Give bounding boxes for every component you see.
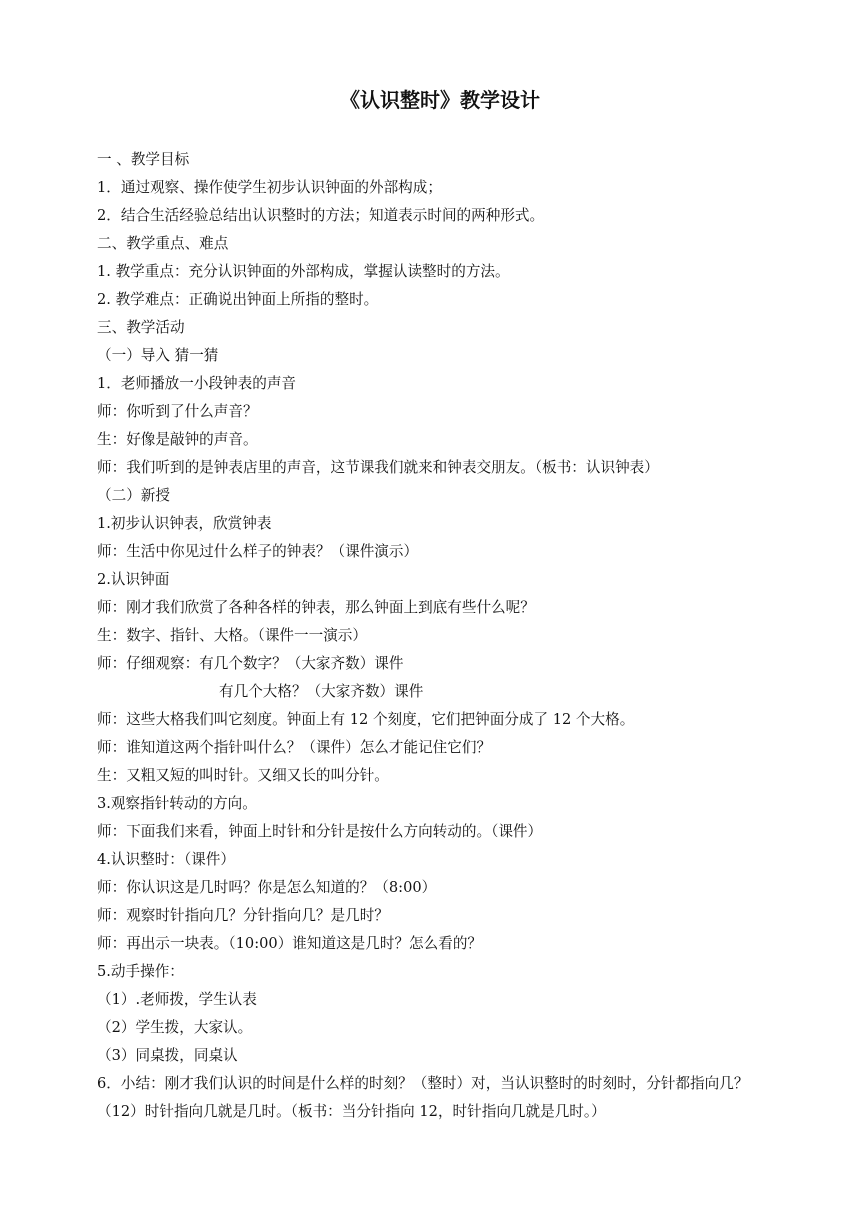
document-title: 《认识整时》教学设计 bbox=[340, 88, 540, 112]
paragraph: 2．结合生活经验总结出认识整时的方法；知道表示时间的两种形式。 bbox=[97, 207, 545, 224]
subsection-heading: （一）导入 猜一猜 bbox=[97, 347, 219, 364]
dialogue-line: 生：又粗又短的叫时针。又细又长的叫分针。 bbox=[97, 767, 389, 784]
paragraph: 4.认识整时：（课件） bbox=[97, 851, 235, 868]
section-heading-activities: 三、教学活动 bbox=[97, 319, 185, 336]
dialogue-line: 师：再出示一块表。（10:00）谁知道这是几时？怎么看的？ bbox=[97, 935, 483, 952]
paragraph: 2. 教学难点：正确说出钟面上所指的整时。 bbox=[97, 291, 379, 308]
paragraph: 2.认识钟面 bbox=[97, 571, 170, 588]
dialogue-line: 有几个大格？（大家齐数）课件 bbox=[219, 683, 424, 700]
subsection-heading: （二）新授 bbox=[97, 487, 170, 504]
dialogue-line: 师：这些大格我们叫它刻度。钟面上有 12 个刻度，它们把钟面分成了 12 个大格。 bbox=[97, 711, 635, 728]
dialogue-line: 生：数字、指针、大格。（课件一一演示） bbox=[97, 627, 367, 644]
paragraph: 1.初步认识钟表，欣赏钟表 bbox=[97, 515, 272, 532]
paragraph: 3.观察指针转动的方向。 bbox=[97, 795, 257, 812]
dialogue-line: 师：下面我们来看，钟面上时针和分针是按什么方向转动的。（课件） bbox=[97, 823, 543, 840]
paragraph: 1. 教学重点：充分认识钟面的外部构成，掌握认读整时的方法。 bbox=[97, 263, 510, 280]
document-body bbox=[97, 146, 781, 1126]
list-item: （3）同桌拨，同桌认 bbox=[97, 1047, 238, 1064]
section-heading-key-points: 二、教学重点、难点 bbox=[97, 235, 229, 252]
dialogue-line: 师：刚才我们欣赏了各种各样的钟表，那么钟面上到底有些什么呢？ bbox=[97, 599, 535, 616]
dialogue-line: 师：你听到了什么声音？ bbox=[97, 403, 258, 420]
dialogue-line: 生：好像是敲钟的声音。 bbox=[97, 431, 258, 448]
list-item: （2）学生拨，大家认。 bbox=[97, 1019, 253, 1036]
section-heading-objectives: 一 、教学目标 bbox=[97, 151, 190, 168]
paragraph: 5.动手操作： bbox=[97, 963, 184, 980]
list-item: （1）.老师拨，学生认表 bbox=[97, 991, 257, 1008]
dialogue-line: 师：谁知道这两个指针叫什么？（课件）怎么才能记住它们？ bbox=[97, 739, 492, 756]
dialogue-line: 师：生活中你见过什么样子的钟表？（课件演示） bbox=[97, 543, 419, 560]
dialogue-line: 师：仔细观察：有几个数字？（大家齐数）课件 bbox=[97, 655, 404, 672]
dialogue-line: 师：我们听到的是钟表店里的声音，这节课我们就来和钟表交朋友。（板书：认识钟表） bbox=[97, 459, 659, 476]
dialogue-line: 师：观察时针指向几？分针指向几？是几时？ bbox=[97, 907, 389, 924]
paragraph: 1．通过观察、操作使学生初步认识钟面的外部构成； bbox=[97, 179, 442, 196]
dialogue-line: 师：你认识这是几时吗？你是怎么知道的？（8:00） bbox=[97, 879, 437, 896]
summary-paragraph: 6．小结：刚才我们认识的时间是什么样的时刻？（整时）对，当认识整时的时刻时，分针都指向几？（12）时针指向几就是几时。（板书：当分针指向 12，时针指向几就是几时。） bbox=[97, 1075, 749, 1120]
paragraph: 1．老师播放一小段钟表的声音 bbox=[97, 375, 297, 392]
